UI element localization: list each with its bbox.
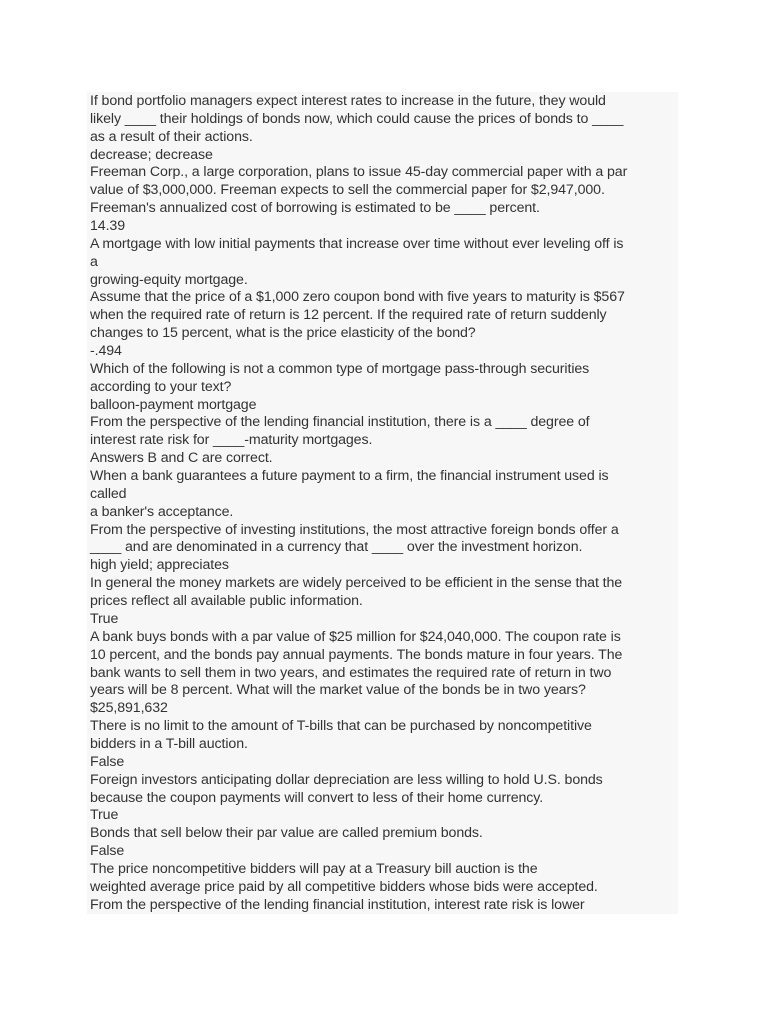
answer-line: -.494 <box>90 343 122 360</box>
text-line: called <box>90 485 127 502</box>
text-line: 10 percent, and the bonds pay annual payments. The bonds mature in four years. The <box>90 646 623 663</box>
text-line: The price noncompetitive bidders will pay at a Treasury bill auction is the <box>90 860 538 877</box>
document-text-block <box>87 92 678 914</box>
text-line: There is no limit to the amount of T-bills that can be purchased by noncompetitive <box>90 718 592 735</box>
text-line: When a bank guarantees a future payment to a firm, the financial instrument used is <box>90 468 609 485</box>
text-line: likely ____ their holdings of bonds now, which could cause the prices of bonds to ____ <box>90 110 624 127</box>
text-line: prices reflect all available public information. <box>90 593 363 610</box>
answer-line: decrease; decrease <box>90 146 213 163</box>
answer-line: 14.39 <box>90 218 126 235</box>
text-line: A bank buys bonds with a par value of $25 million for $24,040,000. The coupon rate is <box>90 628 621 645</box>
text-line: because the coupon payments will convert to less of their home currency. <box>90 789 544 806</box>
answer-line: growing-equity mortgage. <box>90 271 248 288</box>
text-line: In general the money markets are widely perceived to be efficient in the sense that the <box>90 575 623 592</box>
text-line: Bonds that sell below their par value are called premium bonds. <box>90 825 483 842</box>
text-line: From the perspective of the lending financial institution, there is a ____ degree of <box>90 414 590 431</box>
answer-line: high yield; appreciates <box>90 557 229 574</box>
text-line: Freeman's annualized cost of borrowing is estimated to be ____ percent. <box>90 200 540 217</box>
text-line: interest rate risk for ____-maturity mortgages. <box>90 432 373 449</box>
answer-line: weighted average price paid by all competitive bidders whose bids were accepted. <box>90 878 598 895</box>
text-line: when the required rate of return is 12 percent. If the required rate of return suddenly <box>90 307 607 324</box>
text-line: bank wants to sell them in two years, and estimates the required rate of return in two <box>90 664 612 681</box>
text-line: Foreign investors anticipating dollar depreciation are less willing to hold U.S. bonds <box>90 771 603 788</box>
text-line: Freeman Corp., a large corporation, plans to issue 45-day commercial paper with a par <box>90 164 628 181</box>
text-line: ____ and are denominated in a currency that ____ over the investment horizon. <box>90 539 583 556</box>
answer-line: False <box>90 753 125 770</box>
text-line: From the perspective of the lending financial institution, interest rate risk is lower <box>90 896 585 913</box>
answer-line: balloon-payment mortgage <box>90 396 257 413</box>
text-line: value of $3,000,000. Freeman expects to sell the commercial paper for $2,947,000. <box>90 182 605 199</box>
text-line: years will be 8 percent. What will the market value of the bonds be in two years? <box>90 682 586 699</box>
answer-line: $25,891,632 <box>90 700 168 717</box>
text-line: Assume that the price of a $1,000 zero coupon bond with five years to maturity is $567 <box>90 289 625 306</box>
text-line: If bond portfolio managers expect interest rates to increase in the future, they would <box>90 93 606 109</box>
text-line: a <box>90 253 98 270</box>
answer-line: a banker's acceptance. <box>90 503 234 520</box>
text-line: changes to 15 percent, what is the price elasticity of the bond? <box>90 325 476 342</box>
text-line: according to your text? <box>90 378 232 395</box>
text-line: A mortgage with low initial payments that increase over time without ever leveling off is <box>90 235 624 252</box>
text-line: Which of the following is not a common type of mortgage pass-through securities <box>90 360 590 377</box>
text-line: bidders in a T-bill auction. <box>90 735 248 752</box>
text-line: as a result of their actions. <box>90 128 253 145</box>
answer-line: False <box>90 843 125 860</box>
text-line: From the perspective of investing institutions, the most attractive foreign bonds offer a <box>90 521 619 538</box>
answer-line: True <box>90 610 119 627</box>
answer-line: True <box>90 807 119 824</box>
answer-line: Answers B and C are correct. <box>90 450 273 467</box>
